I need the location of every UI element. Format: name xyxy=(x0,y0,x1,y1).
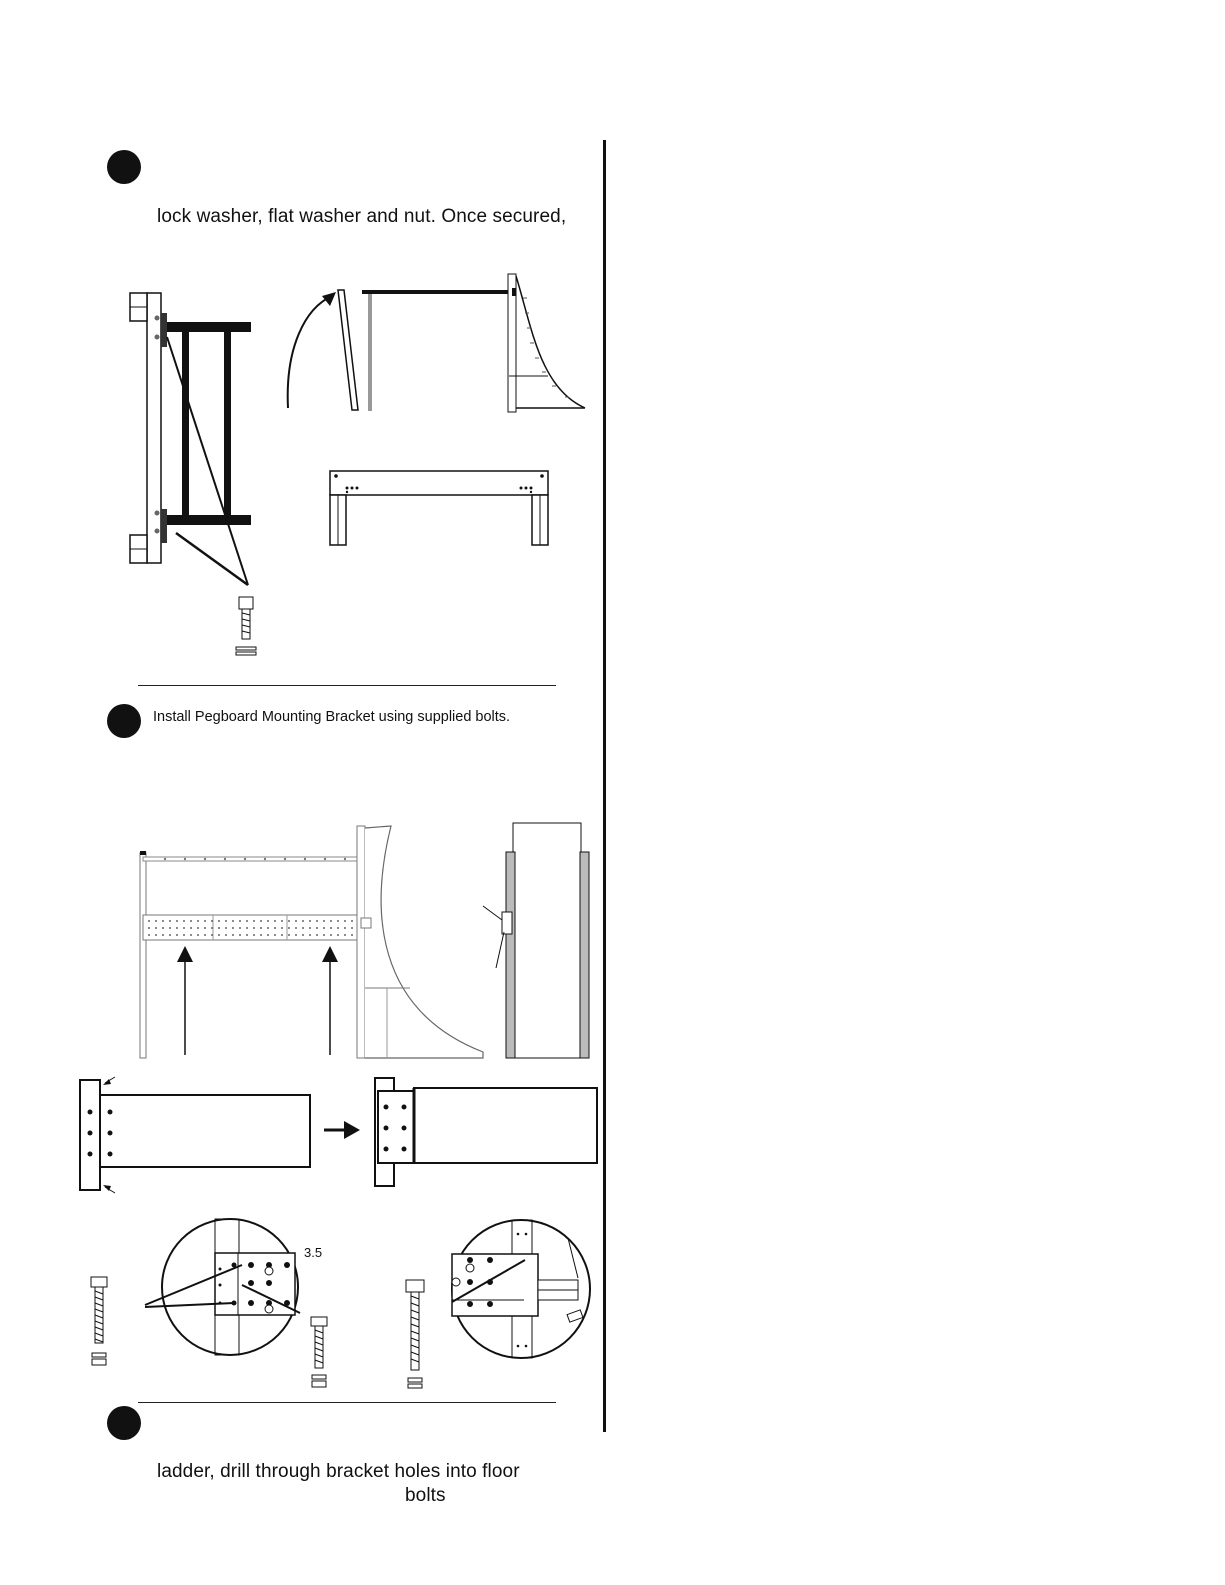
step-2-bolt-right xyxy=(400,1278,430,1393)
step-2-text: Install Pegboard Mounting Bracket using supplied bolts. xyxy=(153,709,511,725)
step-2-bolt-middle xyxy=(306,1315,332,1395)
step-2-panel-end-view xyxy=(478,820,598,1065)
step-2-bracket-after xyxy=(370,1073,602,1191)
step-2-marker xyxy=(107,704,141,738)
step-2-detail-view-right xyxy=(450,1218,592,1360)
step-2-dimension-label: 3.5 xyxy=(304,1245,323,1260)
step-2-bracket-before xyxy=(75,1075,315,1195)
step-2-detail-view-left xyxy=(160,1217,300,1357)
column-divider xyxy=(603,140,606,1432)
step-1-ramp-profile-diagram xyxy=(280,268,600,428)
step-1-marker xyxy=(107,150,141,184)
step-3-marker xyxy=(107,1406,141,1440)
step-1-text: lock washer, flat washer and nut. Once secured, xyxy=(157,206,567,227)
step-divider-1 xyxy=(138,685,556,686)
step-2-pegboard-frame-diagram xyxy=(135,820,495,1065)
step-1-bench-diagram xyxy=(325,466,555,556)
step-3-text-line-2: bolts xyxy=(405,1485,446,1506)
step-1-frame-side-diagram xyxy=(120,285,270,665)
step-2-bolt-left xyxy=(86,1275,112,1370)
step-2-transition-arrow xyxy=(322,1118,362,1142)
step-3-text-line-1: ladder, drill through bracket holes into floor xyxy=(157,1461,520,1482)
step-divider-2 xyxy=(138,1402,556,1403)
